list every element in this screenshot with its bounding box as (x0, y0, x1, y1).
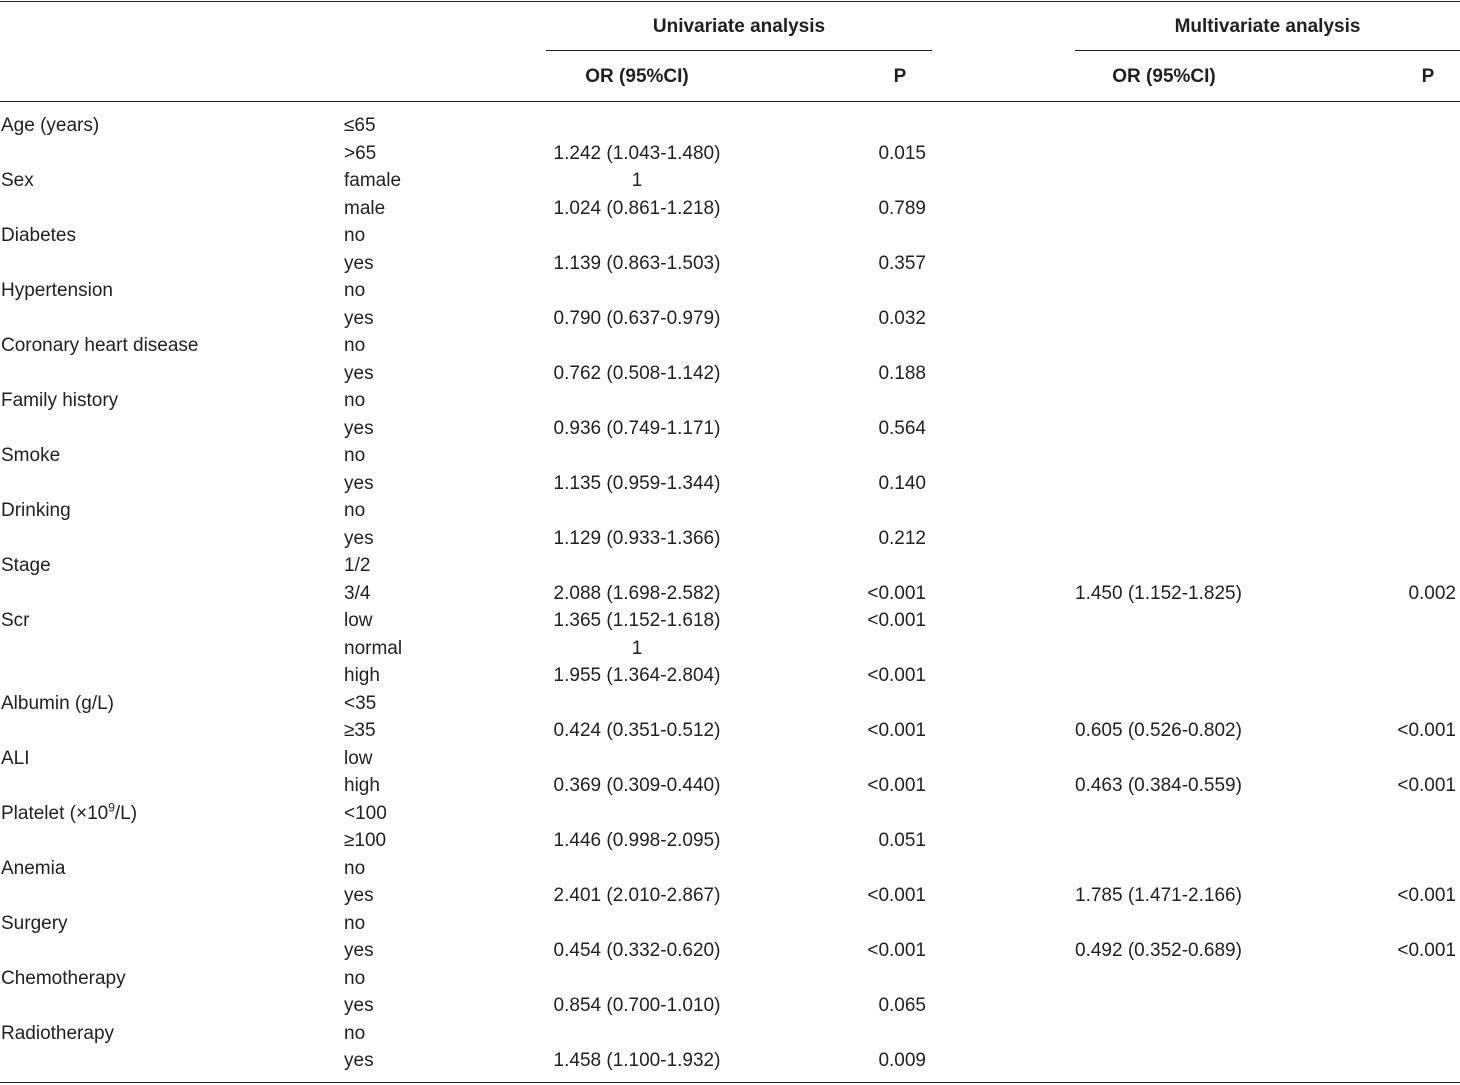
category-cell: yes (344, 995, 374, 1016)
multivariate-or-cell: 0.463 (0.384-0.559) (1075, 775, 1242, 796)
variable-label: Radiotherapy (1, 1022, 115, 1044)
variable-suffix: /L) (114, 802, 138, 824)
variable-cell (1, 277, 113, 305)
univariate-p-cell: 0.051 (878, 830, 926, 851)
univariate-p-cell: 0.065 (878, 995, 926, 1016)
univariate-p-cell: <0.001 (867, 610, 926, 631)
category-cell: no (344, 335, 366, 356)
table-row (0, 167, 1460, 195)
table-row (0, 745, 1460, 773)
univariate-or-cell: 1.458 (1.100-1.932) (553, 1050, 721, 1071)
category-cell: yes (344, 527, 374, 549)
univariate-p-cell: <0.001 (867, 582, 926, 604)
variable-label: ALI (1, 747, 30, 769)
univariate-or-cell: 0.369 (0.309-0.440) (553, 775, 721, 796)
category-cell: ≥35 (344, 720, 376, 741)
univariate-p-cell: 0.009 (878, 1050, 926, 1071)
variable-cell (1, 552, 51, 580)
category-cell: yes (344, 472, 374, 494)
category-cell: no (344, 225, 366, 246)
univariate-or-cell: 1.242 (1.043-1.480) (553, 142, 721, 164)
category-cell: no (344, 1022, 366, 1044)
table-row (0, 112, 1460, 140)
table-row (0, 195, 1460, 223)
univariate-or-cell: 2.401 (2.010-2.867) (553, 885, 721, 906)
variable-cell (1, 607, 30, 635)
variable-cell (1, 1020, 114, 1048)
variable-label: Age (years) (1, 115, 100, 136)
variable-label: Stage (1, 555, 51, 576)
univariate-or-cell: 1.139 (0.863-1.503) (553, 252, 721, 274)
univariate-or-cell: 1.365 (1.152-1.618) (553, 610, 721, 631)
univariate-or-cell: 0.454 (0.332-0.620) (553, 940, 721, 961)
table-row (0, 855, 1460, 883)
univariate-underline (546, 50, 932, 51)
variable-label: Smoke (1, 445, 61, 466)
table-row (0, 827, 1460, 855)
univariate-or-cell: 1.446 (0.998-2.095) (553, 830, 721, 851)
table-row (0, 552, 1460, 580)
variable-label: Family history (1, 390, 119, 411)
table-row (0, 662, 1460, 690)
univariate-p-cell: <0.001 (867, 940, 926, 961)
multivariate-p-cell: <0.001 (1397, 940, 1456, 961)
variable-superscript: 9 (108, 800, 115, 815)
table-row (0, 1047, 1460, 1075)
univariate-p-cell: 0.015 (878, 142, 926, 164)
univariate-or-cell: 1.955 (1.364-2.804) (553, 665, 721, 686)
univariate-or-cell: 2.088 (1.698-2.582) (553, 582, 721, 604)
multivariate-p-cell: 0.002 (1408, 582, 1456, 604)
univariate-or-cell: 1.129 (0.933-1.366) (553, 527, 721, 549)
table-row (0, 690, 1460, 718)
univariate-p-header: P (893, 66, 907, 87)
table-row (0, 277, 1460, 305)
variable-label: Drinking (1, 500, 71, 521)
category-cell: yes (344, 362, 374, 384)
univariate-or-cell: 1.024 (0.861-1.218) (553, 197, 721, 219)
variable-cell (1, 442, 60, 470)
table-row (0, 305, 1460, 333)
table-row (0, 635, 1460, 663)
table-row (0, 415, 1460, 443)
variable-cell (1, 222, 76, 250)
univariate-or-cell: 0.762 (0.508-1.142) (553, 362, 721, 384)
univariate-p-cell: <0.001 (867, 775, 926, 796)
category-cell: 3/4 (344, 582, 371, 604)
category-cell: no (344, 390, 366, 411)
variable-label: Scr (1, 610, 30, 631)
category-cell: yes (344, 1050, 374, 1071)
category-cell: no (344, 967, 366, 989)
category-cell: no (344, 280, 366, 301)
univariate-or-cell: 0.854 (0.700-1.010) (553, 995, 721, 1016)
table-row (0, 580, 1460, 608)
category-cell: male (344, 197, 386, 219)
category-cell: >65 (344, 142, 377, 164)
variable-cell (1, 690, 114, 718)
table-body (0, 112, 1460, 1075)
univariate-or-cell: 0.790 (0.637-0.979) (553, 307, 721, 329)
table-row (0, 607, 1460, 635)
category-cell: high (344, 775, 380, 796)
category-cell: yes (344, 307, 374, 329)
table-row (0, 222, 1460, 250)
table-row (0, 387, 1460, 415)
variable-label: Albumin (g/L) (1, 692, 114, 714)
multivariate-p-header: P (1421, 66, 1435, 87)
multivariate-or-cell: 1.450 (1.152-1.825) (1075, 582, 1242, 604)
table-row (0, 882, 1460, 910)
multivariate-p-cell: <0.001 (1397, 720, 1456, 741)
variable-cell (1, 800, 137, 828)
variable-label: Coronary heart disease (1, 335, 199, 356)
univariate-or-cell: 1 (631, 170, 643, 191)
univariate-or-cell: 1.135 (0.959-1.344) (553, 472, 721, 494)
table-row (0, 360, 1460, 388)
variable-cell (1, 167, 34, 195)
univariate-p-cell: 0.357 (878, 252, 926, 274)
multivariate-p-cell: <0.001 (1397, 885, 1456, 906)
univariate-p-cell: <0.001 (867, 720, 926, 741)
table-row (0, 910, 1460, 938)
table-row (0, 250, 1460, 278)
table-row (0, 525, 1460, 553)
category-cell: yes (344, 940, 374, 961)
variable-cell (1, 332, 199, 360)
category-cell: no (344, 857, 366, 879)
variable-label: Surgery (1, 912, 68, 934)
table-row (0, 937, 1460, 965)
univariate-p-cell: 0.032 (878, 307, 926, 329)
variable-cell (1, 855, 65, 883)
multivariate-underline (1075, 50, 1460, 51)
table-row (0, 1020, 1460, 1048)
variable-cell (1, 112, 99, 140)
category-cell: high (344, 665, 380, 686)
variable-label: Anemia (1, 857, 66, 879)
table-row (0, 140, 1460, 168)
univariate-or-header: OR (95%CI) (585, 66, 689, 87)
multivariate-or-cell: 0.492 (0.352-0.689) (1075, 940, 1242, 961)
category-cell: no (344, 500, 366, 521)
multivariate-or-header: OR (95%CI) (1112, 66, 1216, 87)
variable-label: Platelet (×10 (1, 802, 109, 824)
category-cell: famale (344, 170, 402, 191)
multivariate-header: Multivariate analysis (1174, 16, 1361, 37)
table-row (0, 332, 1460, 360)
table-row (0, 442, 1460, 470)
univariate-p-cell: 0.212 (878, 527, 926, 549)
table-row (0, 772, 1460, 800)
variable-cell (1, 965, 126, 993)
category-cell: low (344, 610, 373, 631)
table-row (0, 497, 1460, 525)
category-cell: normal (344, 637, 403, 659)
univariate-or-cell: 1 (631, 637, 643, 659)
univariate-or-cell: 0.424 (0.351-0.512) (553, 720, 721, 741)
univariate-p-cell: 0.789 (878, 197, 926, 219)
univariate-p-cell: 0.140 (878, 472, 926, 494)
univariate-p-cell: <0.001 (867, 665, 926, 686)
category-cell: yes (344, 252, 374, 274)
multivariate-p-cell: <0.001 (1397, 775, 1456, 796)
univariate-p-cell: <0.001 (867, 885, 926, 906)
table-row (0, 717, 1460, 745)
univariate-p-cell: 0.564 (878, 417, 926, 439)
table-top-rule (0, 1, 1460, 2)
table-row (0, 470, 1460, 498)
variable-cell (1, 497, 71, 525)
category-cell: yes (344, 885, 374, 906)
category-cell: low (344, 747, 373, 769)
variable-label: Sex (1, 170, 34, 191)
multivariate-or-cell: 0.605 (0.526-0.802) (1075, 720, 1242, 741)
variable-label: Chemotherapy (1, 967, 126, 989)
table-row (0, 965, 1460, 993)
variable-cell (1, 745, 30, 773)
category-cell: 1/2 (344, 555, 371, 576)
multivariate-or-cell: 1.785 (1.471-2.166) (1075, 885, 1242, 906)
table-row (0, 992, 1460, 1020)
category-cell: ≤65 (344, 115, 376, 136)
category-cell: no (344, 912, 366, 934)
category-cell: ≥100 (344, 830, 387, 851)
table-bottom-rule (0, 1082, 1460, 1083)
category-cell: <35 (344, 692, 377, 714)
table-row (0, 800, 1460, 828)
category-cell: yes (344, 417, 374, 439)
variable-label: Hypertension (1, 280, 113, 301)
header-bottom-rule (0, 101, 1460, 102)
univariate-or-cell: 0.936 (0.749-1.171) (553, 417, 721, 439)
variable-cell (1, 387, 118, 415)
category-cell: <100 (344, 802, 387, 824)
univariate-p-cell: 0.188 (878, 362, 926, 384)
univariate-header: Univariate analysis (652, 16, 826, 37)
category-cell: no (344, 445, 366, 466)
variable-cell (1, 910, 68, 938)
variable-label: Diabetes (1, 225, 76, 246)
